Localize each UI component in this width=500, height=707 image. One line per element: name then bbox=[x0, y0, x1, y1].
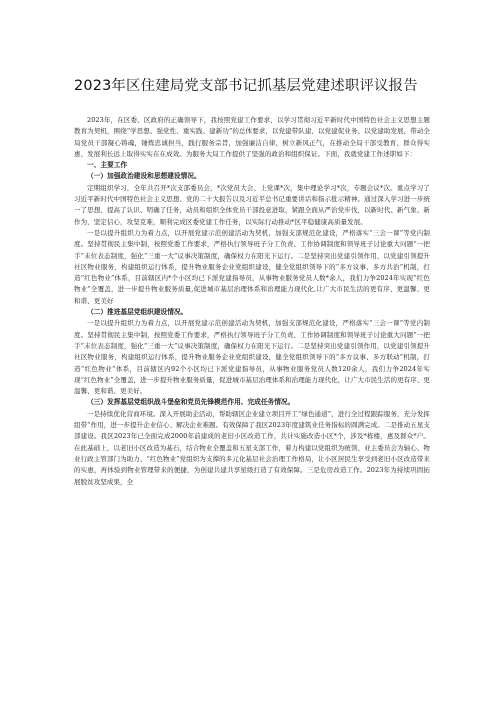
body-paragraph: 一是持续优化营商环境。深入开展助企活动，帮助辖区企业建立项目开工“绿色通道”，进行全过程跟踪服务，充分发挥组带“作用，进一步提升企业信心、解决企业难题。有效保障了我区2023年度建筑业任务指标的圆满完成。二是推动五星支部建设。我区2023年已全面完成2000年前建成的老旧小区改造工作，共计实施改造小区*个，涉及*栋楼，惠及群众*户。在此基础上，以老旧小区改造为基石，结合物业全覆盖和五星支部工作，着力构建以党组织为统领、业主委员会为轴心、物业行政主管部门为助力、“红色物业”党组织为支撑的多元化基层社会治理工作格局，让小区居民生享受到老旧小区改造带来的实惠，再体验到物业管理带来的便捷，为创建共建共享星级打造了有效保障。三是危房改造工作。2023年为持续巩固拓展脱贫攻坚成果，全 bbox=[74, 409, 430, 486]
document-body bbox=[74, 115, 430, 488]
subsection-heading-1: （一）加强政治建设和思想建设情况。 bbox=[87, 172, 201, 181]
body-paragraph: 一是以提升组织力为着力点，以开展党建示范创建活动为契机，加强支部规范化建设，严格落实“三会一课”等党内制度。坚持贯彻民主集中制，按照党委工作要求，严格执行领导班子分工负责、工作协调制度和领导班子讨论重大问题“一把手”末位表态制度，强化“三重一大”议事决策制度，确保权力在阳光下运行。二是坚持突出党建引领作用，以党建引领提升社区物业服务，构建组织运行体系，提升物业服务企业党组织建设，健全党组织领导下的“多方议事、多方联动”机制，打造“红色物业”体系，目前辖区内92个小区均已下派党建指导员，从事物业服务党员人数120余人，我们力争2024年实现“红色物业”全覆盖，进一步提升物业服务质量，促进城市基层治理体系和治理能力现代化，让广大市民生活的更有序、更温馨、更和谐、更美好。 bbox=[74, 319, 430, 396]
document-title: 2023年区住建局党支部书记抓基层党建述职评议报告 bbox=[74, 78, 418, 94]
section-heading-main-work: 一、主要工作 bbox=[87, 161, 128, 170]
body-paragraph: 一是以提升组织力为着力点，以开展党建示范创建活动为契机，加强支部规范化建设，严格落实“三会一课”等党内制度。坚持贯彻民主集中制，按照党委工作要求，严格执行领导班子分工负责、工作协调制度和领导班子讨论重大问题“一把手”末位表态制度，强化“三重一大”议事决策制度，确保权力在阳光下运行。二是坚持突出党建引领作用，以党建引领提升社区物业服务，构建组织运行体系，提升物业服务企业党组织建设，健全党组织领导下的“多方议事、多方共治”机制，打造“红色物业”体系，目前辖区内*个小区均已下派党建指导员，从事物业服务党员人数*余人，我们力争2024年实现“红色物业”全覆盖，进一步提升物业服务质量,促进城市基层治理体系和治理能力现代化,让广大市民生活的更有序、更温馨、更和谐、更美好 bbox=[74, 228, 430, 305]
subsection-heading-3: （三）发挥基层党组织战斗堡垒和党员先锋模范作用、完成任务情况。 bbox=[87, 398, 295, 407]
intro-paragraph: 2023年，在区委、区政府的正确领导下，我按照党建工作要求，以学习贯彻习近平新时代中国特色社会主义思想主题教育为契机，围绕“学思想、强党性、重实践、建新功”的总体要求，以党建带队建、以党建促业务、以党建助发展，带动全局党员干部凝心铸魂，锤炼忠诚担当，践行服务宗旨，加强廉洁自律，树立新风正气，在推动全局干部受教育、群众得实惠、发展利长远上取得实实在在成效。为服务大局工作提供了坚强的政治和组织保证。下面，我就党建工作述职如下： bbox=[74, 116, 430, 158]
subsection-heading-2: （二）推进基层党组织建设情况。 bbox=[87, 308, 188, 317]
body-paragraph: 定期组织学习，全年共召开*次支部委员会，*次党员大会、上党课*次，集中理论学习*次，专题会议*次。重点学习了习近平新时代中国特色社会主义思想、党的二十大报告以及习近平总书记重要讲话和指示批示精神。通过深入学习进一步统一了思想、提高了认识、明确了任务，动员和组织全体党员干部投意进取，紧跟全面从严治党步伐，以新时代、新气象、新作为，坚定信心，攻坚克难，顺利完成区委党建工作任务，以实际行动推动*区平稳健康高质量发展。 bbox=[74, 183, 430, 226]
